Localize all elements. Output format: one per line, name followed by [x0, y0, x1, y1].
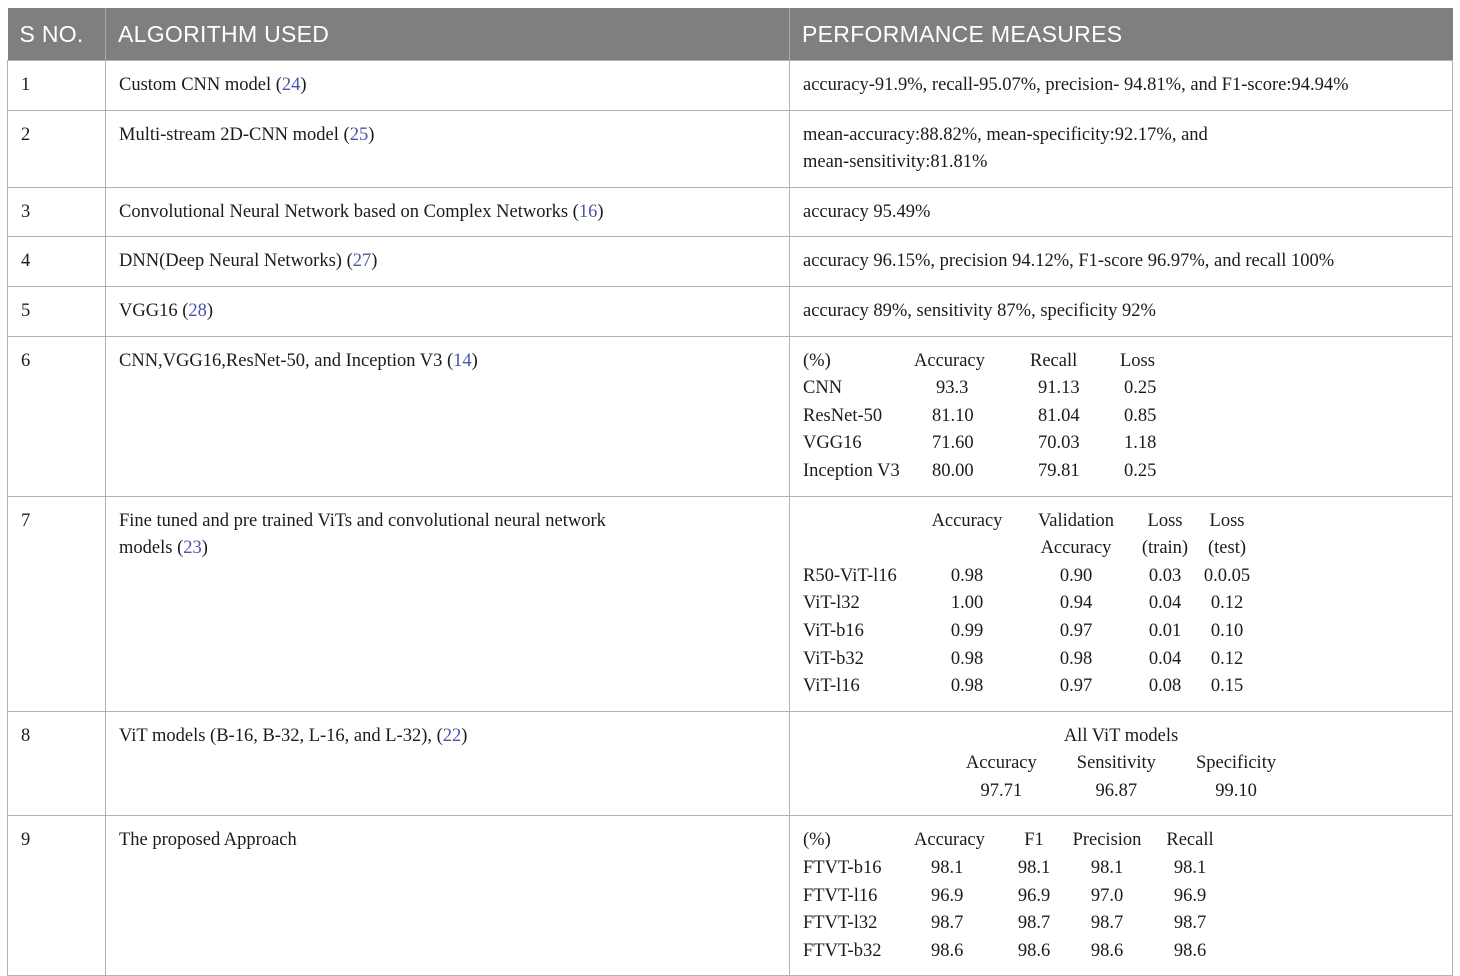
- value-cell: 98.7: [1090, 913, 1124, 934]
- row-number: 9: [8, 816, 106, 976]
- value-cell: 0.98: [1059, 648, 1093, 669]
- algorithm-text: Multi-stream 2D-CNN model (: [119, 124, 350, 145]
- algorithm-text: ViT models (B-16, B-32, L-16, and L-32), (: [119, 725, 443, 746]
- algorithm-text: Convolutional Neural Network based on Complex Networks (: [119, 201, 579, 222]
- reference-link[interactable]: 25: [349, 124, 369, 145]
- value-cell: 0.01: [1148, 620, 1182, 641]
- performance-cell: accuracy-91.9%, recall-95.07%, precision- 94.81%, and F1-score:94.94%: [790, 61, 1453, 111]
- performance-cell: accuracy 95.49%: [790, 187, 1453, 237]
- table-row: [8, 237, 1453, 287]
- subtable-row: [803, 563, 1255, 591]
- cnn-results-subtable: [803, 348, 1180, 486]
- subtable-header-cell: (test): [1207, 538, 1246, 559]
- algorithm-text: Custom CNN model (: [119, 75, 282, 95]
- algorithm-text: Fine tuned and pre trained ViTs and convolutional neural network: [119, 510, 606, 531]
- subtable-header-cell: Loss: [1147, 510, 1183, 531]
- paren: ): [368, 124, 375, 145]
- value-cell: 0.03: [1148, 565, 1182, 586]
- subtable-header-cell: Accuracy: [931, 510, 1003, 531]
- value-cell: 0.90: [1059, 565, 1093, 586]
- subtable-header-cell: Sensitivity: [1076, 753, 1156, 774]
- model-name: ViT-l16: [803, 676, 860, 697]
- reference-link[interactable]: 24: [281, 75, 301, 95]
- subtable-row: [803, 938, 1228, 966]
- subtable-row: [803, 618, 1255, 646]
- value-cell: 98.1: [931, 858, 964, 879]
- value-cell: 0.94: [1059, 593, 1093, 614]
- value-cell: 0.15: [1210, 676, 1244, 697]
- subtable-row: [803, 430, 1180, 458]
- model-name: FTVT-b16: [803, 858, 882, 879]
- table-row: [8, 336, 1453, 496]
- subtable-header-cell: Specificity: [1195, 753, 1277, 774]
- subtable-header-cell: Precision: [1072, 830, 1142, 851]
- reference-link[interactable]: 16: [578, 201, 598, 222]
- all-vit-subtable: [946, 750, 1296, 805]
- subtable-header-cell: Recall: [1030, 350, 1078, 371]
- table-row: [8, 711, 1453, 816]
- value-cell: 96.9: [1017, 885, 1051, 906]
- subtable-row: [803, 910, 1228, 938]
- value-cell: 0.12: [1210, 593, 1244, 614]
- value-cell: 0.04: [1148, 648, 1182, 669]
- value-cell: 80.00: [932, 460, 974, 481]
- value-cell: 81.04: [1038, 405, 1080, 426]
- value-cell: 98.7: [1173, 913, 1207, 934]
- paren: ): [201, 538, 208, 559]
- performance-cell: [790, 496, 1453, 711]
- subtable-header: [803, 535, 1255, 563]
- subtable-header-cell: (%): [803, 830, 831, 851]
- value-cell: 0.25: [1124, 378, 1157, 399]
- subtable-header-cell: (%): [803, 350, 831, 371]
- proposed-results-subtable: [803, 827, 1228, 965]
- table-row: [8, 61, 1453, 111]
- subtable-header-cell: Accuracy: [914, 830, 985, 851]
- col-header-sno: S NO.: [8, 8, 106, 61]
- subtable-header: [803, 827, 1228, 855]
- value-cell: 97.71: [980, 780, 1023, 801]
- subtable-row: [803, 403, 1180, 431]
- algorithm-text: models (: [119, 538, 184, 559]
- row-number: 1: [8, 61, 106, 111]
- performance-cell: [790, 110, 1453, 187]
- algorithm-text: CNN,VGG16,ResNet-50, and Inception V3 (: [119, 350, 454, 371]
- value-cell: 98.6: [1017, 940, 1051, 961]
- model-name: FTVT-l16: [803, 885, 878, 906]
- algorithm-cell: [106, 336, 790, 496]
- subtable-row: [803, 646, 1255, 674]
- table-row: [8, 187, 1453, 237]
- reference-link[interactable]: 27: [352, 251, 372, 272]
- value-cell: 81.10: [932, 405, 974, 426]
- value-cell: 0.25: [1124, 460, 1157, 481]
- paren: ): [206, 300, 214, 321]
- subtable-row: [803, 883, 1228, 911]
- model-name: FTVT-l32: [803, 913, 878, 934]
- subtable-row: [803, 673, 1255, 701]
- algorithm-cell: [106, 61, 790, 111]
- subtable-header-cell: F1: [1024, 830, 1044, 851]
- col-header-algorithm: ALGORITHM USED: [106, 8, 790, 61]
- algorithm-cell: [106, 711, 790, 816]
- value-cell: 71.60: [932, 433, 974, 454]
- perf-line: mean-accuracy:88.82%, mean-specificity:92.17%, and: [803, 124, 1208, 145]
- value-cell: 0.85: [1124, 405, 1157, 426]
- all-vit-title: All ViT models: [1063, 725, 1179, 746]
- model-name: VGG16: [803, 433, 862, 454]
- value-cell: 98.1: [1017, 858, 1051, 879]
- row-number: 3: [8, 187, 106, 237]
- reference-link[interactable]: 14: [453, 350, 472, 371]
- table-row: [8, 496, 1453, 711]
- value-cell: 0.10: [1210, 620, 1244, 641]
- algorithm-text: DNN(Deep Neural Networks) (: [119, 251, 353, 272]
- algorithm-cell: [106, 187, 790, 237]
- value-cell: 98.7: [931, 913, 964, 934]
- value-cell: 0.98: [950, 565, 984, 586]
- paren: ): [471, 350, 478, 371]
- subtable-header-cell: [803, 535, 913, 563]
- subtable-header-cell: (train): [1141, 538, 1189, 559]
- row-number: 7: [8, 496, 106, 711]
- table-row: [8, 816, 1453, 976]
- subtable-header-cell: [913, 535, 1021, 563]
- performance-cell: [790, 336, 1453, 496]
- subtable-header: [946, 750, 1296, 778]
- value-cell: 93.3: [936, 378, 969, 399]
- performance-cell: accuracy 96.15%, precision 94.12%, F1-score 96.97%, and recall 100%: [790, 237, 1453, 287]
- model-name: R50-ViT-l16: [803, 565, 897, 586]
- model-name: ViT-l32: [803, 593, 860, 614]
- value-cell: 0.98: [950, 648, 984, 669]
- subtable-row: [946, 778, 1296, 806]
- row-number: 4: [8, 237, 106, 287]
- value-cell: 70.03: [1038, 433, 1080, 454]
- table-header-row: [8, 8, 1453, 61]
- row-number: 8: [8, 711, 106, 816]
- value-cell: 91.13: [1038, 378, 1080, 399]
- table-row: [8, 110, 1453, 187]
- performance-cell: [790, 816, 1453, 976]
- value-cell: 79.81: [1038, 460, 1080, 481]
- subtable-header-cell: Validation: [1037, 510, 1115, 531]
- algorithm-cell: [106, 110, 790, 187]
- model-name: ResNet-50: [803, 405, 883, 426]
- value-cell: 1.18: [1124, 433, 1157, 454]
- row-number: 2: [8, 110, 106, 187]
- subtable-row: [803, 375, 1180, 403]
- subtable-header-cell: Accuracy: [965, 753, 1037, 774]
- algorithm-cell: [106, 496, 790, 711]
- value-cell: 0.0.05: [1203, 565, 1251, 586]
- subtable-row: [803, 458, 1180, 486]
- value-cell: 96.9: [931, 885, 964, 906]
- value-cell: 98.6: [931, 940, 964, 961]
- reference-link[interactable]: 23: [183, 538, 202, 559]
- value-cell: 0.98: [950, 676, 984, 697]
- algorithm-cell: The proposed Approach: [106, 816, 790, 976]
- subtable-header-cell: Loss: [1120, 350, 1155, 371]
- row-number: 6: [8, 336, 106, 496]
- subtable-row: [803, 590, 1255, 618]
- value-cell: 0.97: [1059, 676, 1093, 697]
- value-cell: 98.6: [1173, 940, 1207, 961]
- value-cell: 98.7: [1017, 913, 1051, 934]
- model-name: ViT-b32: [803, 648, 864, 669]
- subtable-header: [803, 508, 1255, 536]
- value-cell: 0.12: [1210, 648, 1244, 669]
- subtable-header-cell: Accuracy: [1040, 538, 1112, 559]
- table-row: [8, 286, 1453, 336]
- reference-link[interactable]: 28: [188, 300, 207, 321]
- model-name: ViT-b16: [803, 620, 864, 641]
- model-name: FTVT-b32: [803, 940, 882, 961]
- paren: ): [597, 201, 604, 222]
- value-cell: 98.1: [1173, 858, 1207, 879]
- subtable-header-cell: Recall: [1166, 830, 1214, 851]
- subtable-header: [803, 348, 1180, 376]
- subtable-header-cell: Accuracy: [914, 350, 985, 371]
- subtable-header-cell: [803, 508, 913, 536]
- value-cell: 99.10: [1215, 780, 1257, 801]
- paren: ): [461, 725, 468, 746]
- algorithm-cell: [106, 237, 790, 287]
- perf-line: mean-sensitivity:81.81%: [803, 152, 988, 173]
- algorithm-cell: [106, 286, 790, 336]
- reference-link[interactable]: 22: [442, 725, 462, 746]
- value-cell: 97.0: [1090, 885, 1124, 906]
- value-cell: 1.00: [950, 593, 984, 614]
- value-cell: 98.1: [1090, 858, 1124, 879]
- model-name: Inception V3: [803, 460, 900, 481]
- value-cell: 0.97: [1059, 620, 1093, 641]
- subtable-row: [803, 855, 1228, 883]
- vit-results-subtable: [803, 508, 1255, 701]
- value-cell: 0.04: [1148, 593, 1182, 614]
- algorithm-text: VGG16 (: [119, 300, 189, 321]
- value-cell: 0.08: [1148, 676, 1182, 697]
- paren: ): [371, 251, 378, 272]
- value-cell: 0.99: [950, 620, 984, 641]
- subtable-header-cell: Loss: [1209, 510, 1245, 531]
- value-cell: 98.6: [1090, 940, 1124, 961]
- value-cell: 96.9: [1173, 885, 1207, 906]
- performance-cell: [790, 711, 1453, 816]
- paren: ): [300, 75, 307, 95]
- col-header-performance: PERFORMANCE MEASURES: [790, 8, 1453, 61]
- performance-cell: accuracy 89%, sensitivity 87%, specificity 92%: [790, 286, 1453, 336]
- model-name: CNN: [803, 378, 843, 399]
- value-cell: 96.87: [1095, 780, 1138, 801]
- row-number: 5: [8, 286, 106, 336]
- results-table: [7, 8, 1453, 976]
